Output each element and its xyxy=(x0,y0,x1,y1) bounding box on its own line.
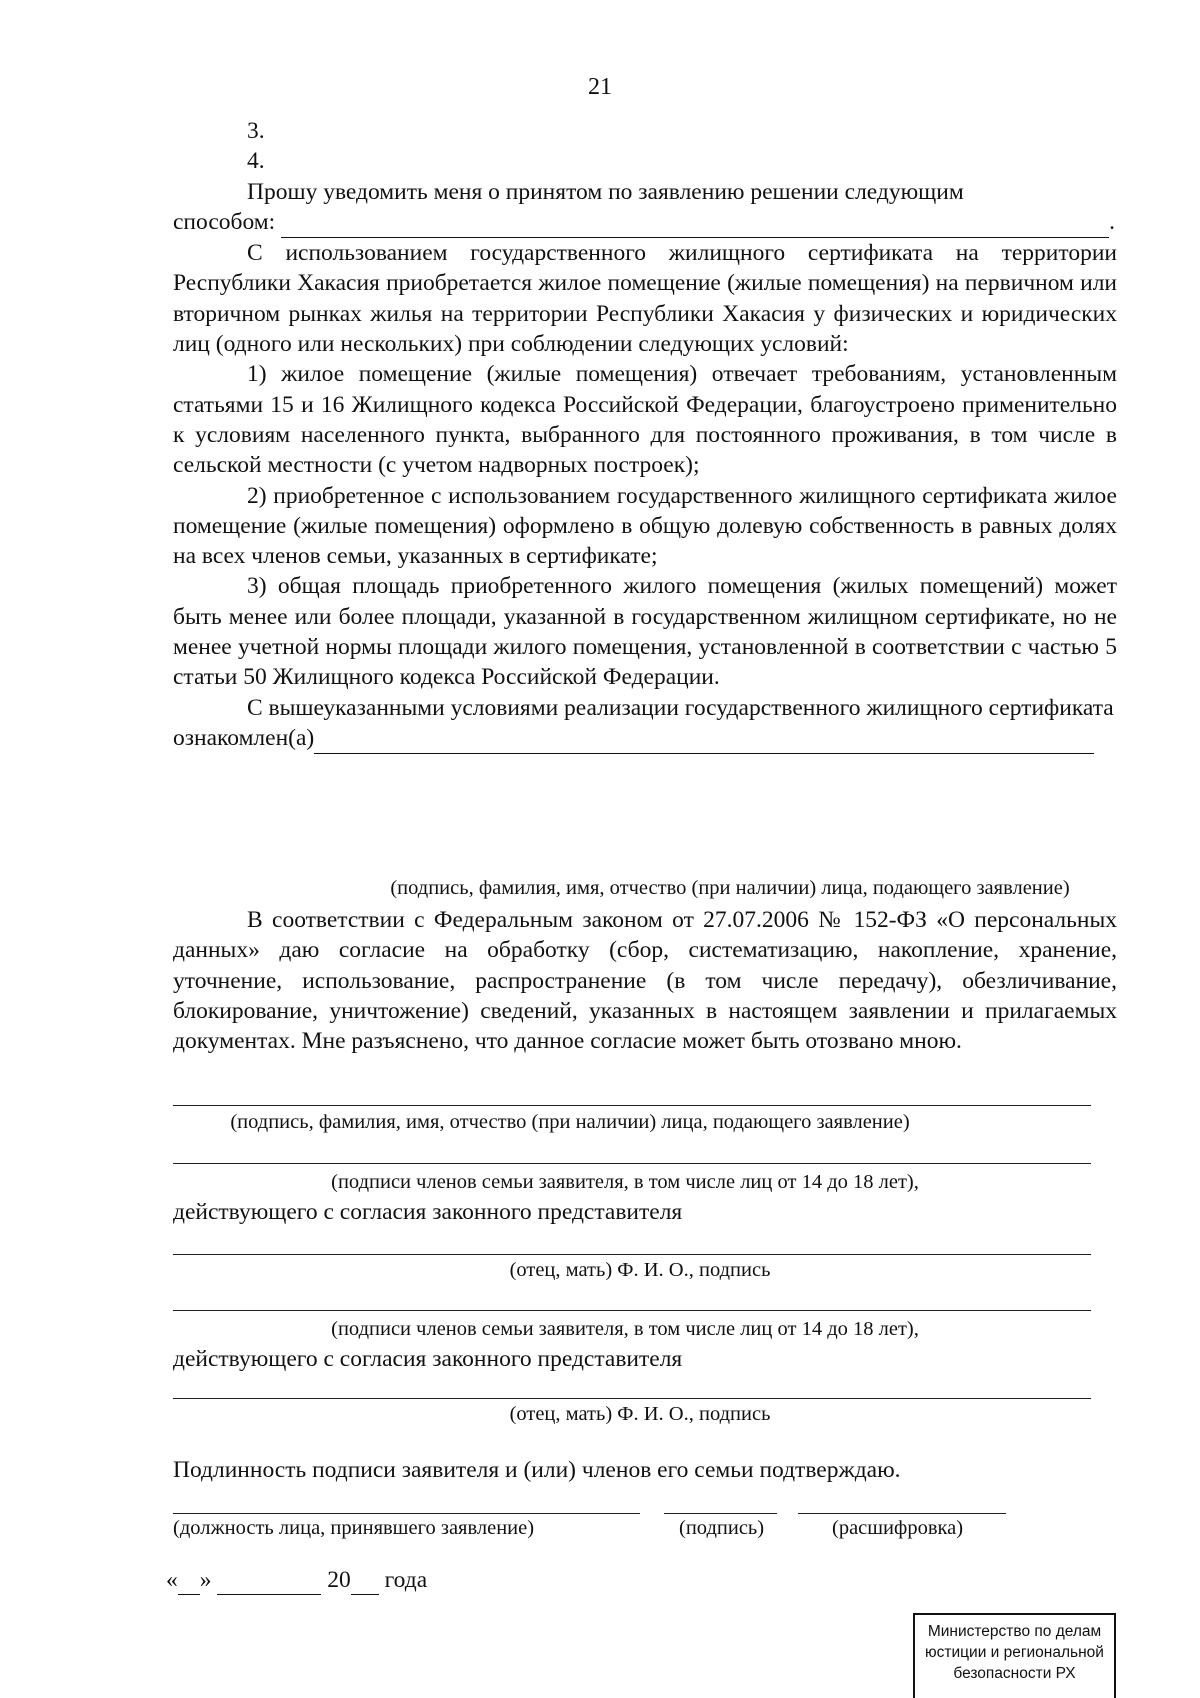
consent-text: В соответствии с Федеральным законом от 27.07.2006 № 152-ФЗ «О персональных данных» даю согласие на обработку (сбор, систематизацию, накопление, хранение, уточнение, использование, распространение (в том числе передачу), обезличивание, блокирование, уничтожение) сведений, указанных в настоящем заявлении и прилагаемых документах. Мне разъяснено, что данное согласие может быть отозвано мною. xyxy=(173,907,1117,1055)
list-item: 4. xyxy=(247,148,265,175)
document-body xyxy=(173,116,1117,754)
acquainted-label: ознакомлен(а) xyxy=(173,724,315,751)
date-day-field[interactable] xyxy=(178,1567,200,1595)
applicant-signature-caption: (подпись, фамилия, имя, отчество (при наличии) лица, подающего заявление) xyxy=(230,1111,910,1133)
authenticity-statement: Подлинность подписи заявителя и (или) членов его семьи подтверждаю. xyxy=(173,1457,901,1483)
signature-caption: (подпись) xyxy=(679,1517,765,1539)
date-open-quote: « xyxy=(166,1567,178,1593)
date-month-field[interactable] xyxy=(217,1567,321,1595)
date-year-field[interactable] xyxy=(351,1567,379,1595)
date-close-quote: » xyxy=(199,1567,212,1593)
notify-method-end: . xyxy=(1109,208,1115,235)
consent-block xyxy=(173,905,1117,1056)
family-signature-caption-cont: действующего с согласия законного представителя xyxy=(173,1199,683,1225)
page-number: 21 xyxy=(588,74,612,100)
notify-request: Прошу уведомить меня о принятом по заявлению решении следующим xyxy=(247,178,964,205)
condition-3: 3) общая площадь приобретенного жилого помещения (жилых помещений) может быть менее или более площади, указанной в государственном жилищном сертификате, но не менее учетной нормы площади жилого помещения, установленной в соответствии с частью 5 статьи 50 Жилищного кодекса Российской Федерации. xyxy=(173,573,1117,691)
stamp-line: юстиции и региональной xyxy=(925,1644,1104,1661)
notify-method-label: способом: xyxy=(173,208,276,235)
acquainted-signature-field[interactable] xyxy=(314,723,1094,754)
position-caption: (должность лица, принявшего заявление) xyxy=(173,1517,535,1539)
condition-1: 1) жилое помещение (жилые помещения) отвечает требованиям, установленным статьями 15 и 16 Жилищного кодекса Российской Федерации, благоустроено применительно к условиям населенного пункта, выбранного для постоянного проживания, в том числе в сельской местности (с учетом надворных построек); xyxy=(173,361,1117,479)
family-signature-line[interactable] xyxy=(173,1310,1091,1311)
stamp-line: Министерство по делам xyxy=(927,1623,1102,1640)
parent-signature-caption: (отец, мать) Ф. И. О., подпись xyxy=(509,1259,771,1281)
family-signature-caption-cont: действующего с согласия законного представителя xyxy=(173,1346,683,1372)
applicant-signature-caption: (подпись, фамилия, имя, отчество (при наличии) лица, подающего заявление) xyxy=(390,877,1070,899)
list-item: 3. xyxy=(247,118,265,144)
family-signature-caption: (подписи членов семьи заявителя, в том числе лиц от 14 до 18 лет), xyxy=(331,1318,919,1340)
parent-signature-caption: (отец, мать) Ф. И. О., подпись xyxy=(509,1403,771,1425)
acquainted-text: С вышеуказанными условиями реализации государственного жилищного сертификата xyxy=(247,694,1114,721)
position-line[interactable] xyxy=(173,1513,640,1514)
date-year-prefix: 20 xyxy=(327,1567,351,1593)
conditions-intro: С использованием государственного жилищного сертификата на территории Республики Хакасия приобретается жилое помещение (жилые помещения) на первичном или вторичном рынках жилья на территории Республики Хакасия у физических и юридических лиц (одного или нескольких) при соблюдении следующих условий: xyxy=(173,240,1117,358)
decoding-caption: (расшифровка) xyxy=(832,1517,964,1539)
parent-signature-line[interactable] xyxy=(173,1254,1091,1255)
stamp-line: безопасности РХ xyxy=(953,1665,1076,1682)
family-signature-caption: (подписи членов семьи заявителя, в том числе лиц от 14 до 18 лет), xyxy=(331,1171,919,1193)
date-year-word: года xyxy=(384,1567,428,1593)
date-line xyxy=(166,1567,427,1595)
acquainted-line xyxy=(173,723,1117,754)
decoding-line[interactable] xyxy=(798,1513,1006,1514)
signature-line[interactable] xyxy=(664,1513,777,1514)
notify-method-field[interactable] xyxy=(281,207,1109,238)
condition-2: 2) приобретенное с использованием государственного жилищного сертификата жилое помещение (жилые помещения) оформлено в общую долевую собственность в равных долях на всех членов семьи, указанных в сертификате; xyxy=(173,482,1117,570)
applicant-signature-line[interactable] xyxy=(173,1105,1091,1106)
parent-signature-line[interactable] xyxy=(173,1398,1091,1399)
notify-method-line xyxy=(173,207,1117,238)
family-signature-line[interactable] xyxy=(173,1163,1091,1164)
ministry-stamp xyxy=(913,1613,1116,1698)
